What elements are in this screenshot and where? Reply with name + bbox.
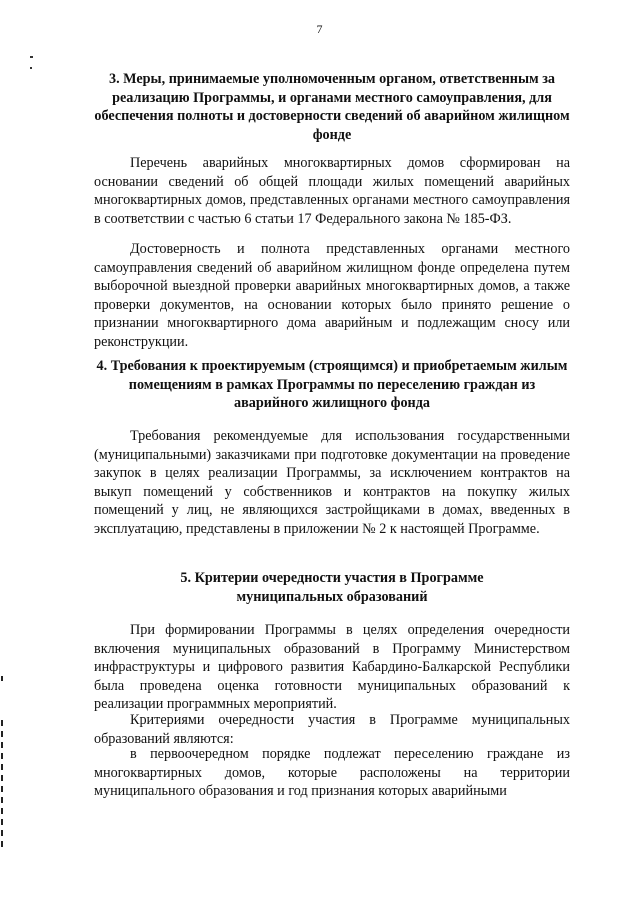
scan-mark: [30, 67, 32, 69]
section-5-paragraph-1: При формировании Программы в целях определения очередности включения муниципальных образований в Программу Министерством инфраструктуры и цифрового развития Кабардино-Балкарской Республики была проведена оценка готовности муниципальных образований к реализации программных мероприятий.: [94, 622, 570, 712]
section-4-paragraph-1: Требования рекомендуемые для использования государственными (муниципальными) заказчиками при подготовке документации на проведение закупок в целях реализации Программы, за исключением контрактов на выкуп помещений у собственников и контрактов на покупку жилых помещений у лиц, не являющихся застройщиками в домах, введенных в эксплуатацию, представлены в приложении № 2 к настоящей Программе.: [94, 428, 570, 537]
section-5-heading-line-2: муниципальных образований: [236, 588, 428, 605]
section-3-paragraph-2: Достоверность и полнота представленных органами местного самоуправления сведений об аварийном жилищном фонде определена путем выборочной выездной проверки аварийных многоквартирных домов, а также проверки документов, на основании которых было принято решение о признании многоквартирного дома аварийным и подлежащим сносу или реконструкции.: [94, 241, 570, 350]
section-5-heading-line-1: 5. Критерии очередности участия в Программе: [180, 570, 484, 586]
scan-edge-mark: [1, 676, 3, 681]
section-3-paragraph-1: Перечень аварийных многоквартирных домов сформирован на основании сведений об общей площади жилых помещений аварийных многоквартирных домов, представленных органами местного самоуправления в соответствии с частью 6 статьи 17 Федерального закона № 185-ФЗ.: [94, 155, 570, 227]
section-5-heading: [92, 569, 572, 606]
section-4-heading: 4. Требования к проектируемым (строящимся) и приобретаемым жилым помещениям в рамках Программы по переселению граждан из аварийного жилищного фонда: [96, 358, 568, 411]
section-5-paragraph-2: Критериями очередности участия в Программе муниципальных образований являются:: [94, 712, 570, 747]
scan-mark: [30, 56, 33, 58]
section-5-paragraph-3: в первоочередном порядке подлежат переселению граждане из многоквартирных домов, которые расположены на территории муниципального образования и год признания которых аварийными: [94, 746, 570, 799]
scan-edge-mark: [1, 720, 3, 850]
section-3-heading: 3. Меры, принимаемые уполномоченным органом, ответственным за реализацию Программы, и органами местного самоуправления, для обеспечения полноты и достоверности сведений об аварийном жилищном фонде: [94, 71, 570, 143]
page-number: 7: [316, 22, 323, 36]
